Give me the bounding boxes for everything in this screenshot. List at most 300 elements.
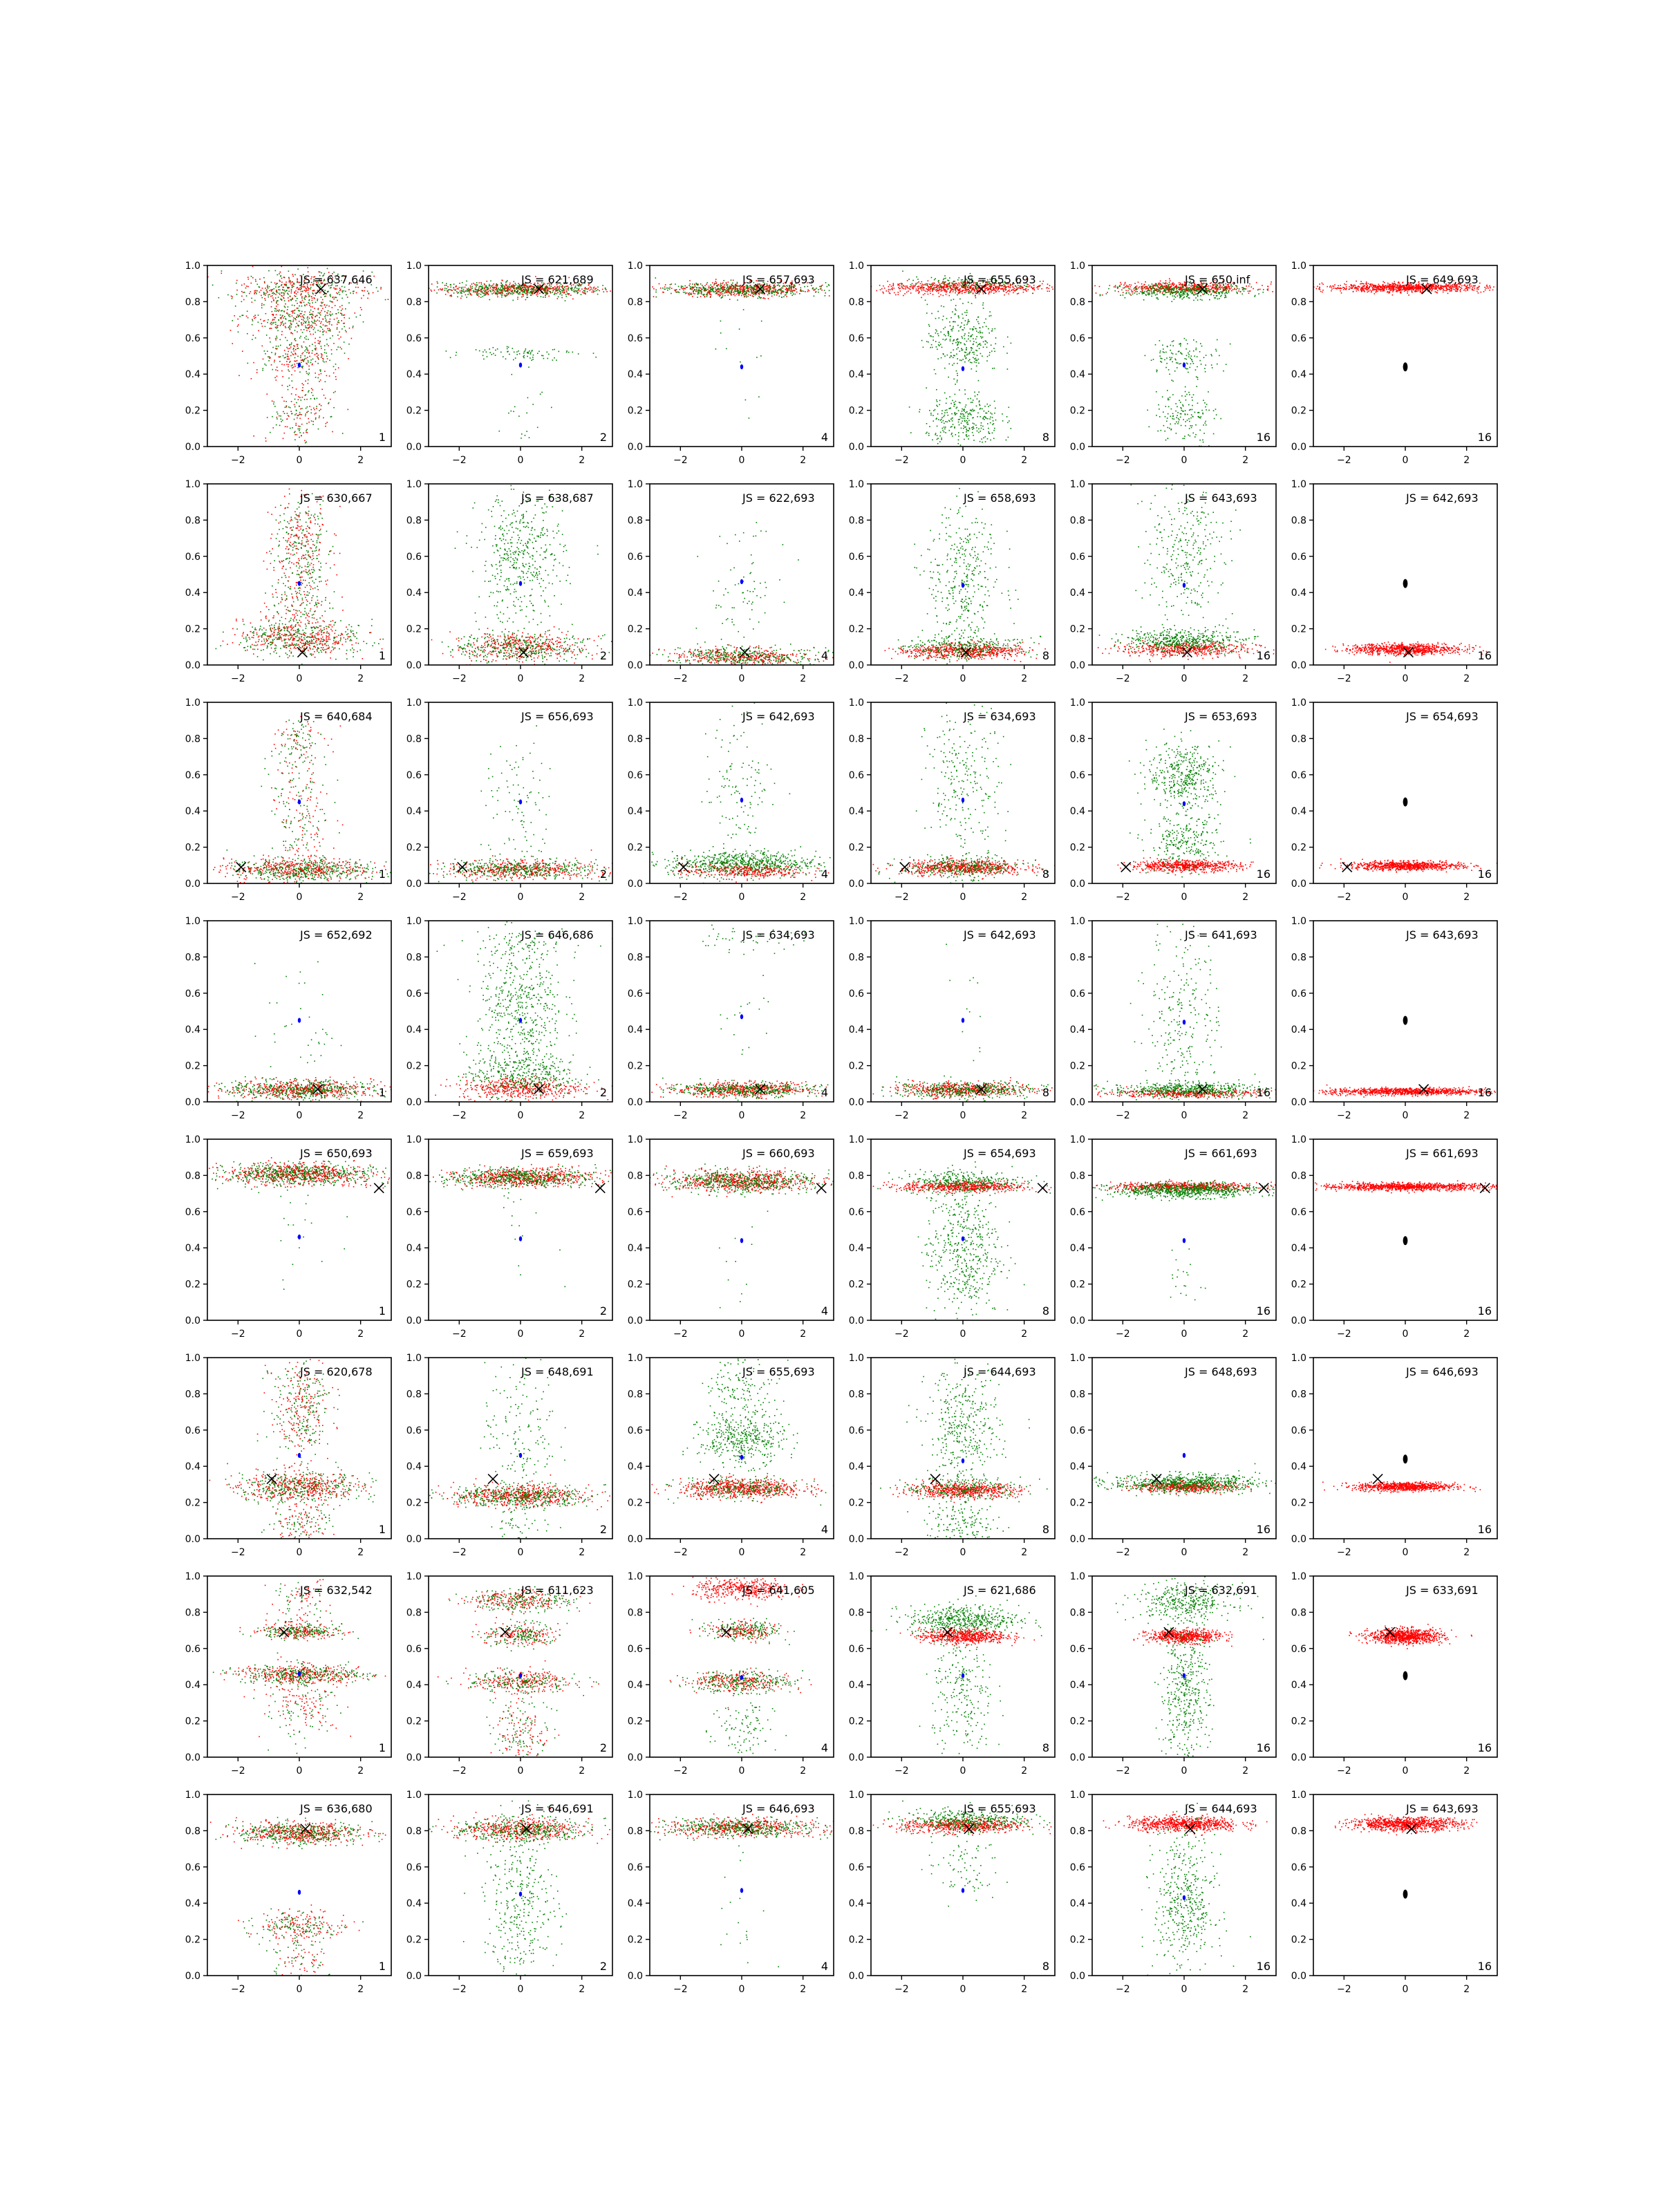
- data-point: [948, 377, 949, 378]
- data-point: [462, 290, 464, 292]
- data-point: [940, 286, 941, 288]
- data-point: [502, 293, 503, 294]
- data-point: [450, 295, 451, 297]
- data-point: [985, 319, 986, 320]
- data-point: [263, 277, 265, 279]
- data-point: [306, 288, 307, 290]
- data-point: [297, 344, 298, 346]
- data-point: [594, 289, 596, 290]
- data-point: [492, 290, 494, 292]
- data-point: [459, 283, 460, 284]
- data-point: [590, 286, 591, 288]
- data-point: [256, 369, 258, 371]
- data-point: [992, 328, 993, 330]
- data-point: [301, 390, 303, 391]
- data-point: [1013, 289, 1014, 290]
- data-point: [907, 287, 908, 288]
- data-point: [901, 283, 903, 285]
- data-point: [328, 345, 329, 346]
- data-point: [310, 359, 312, 361]
- data-point: [302, 300, 303, 301]
- data-point: [252, 324, 253, 326]
- data-point: [543, 290, 545, 292]
- data-point: [488, 288, 489, 290]
- data-point: [274, 406, 276, 407]
- y-tick-label: 0.0: [406, 442, 422, 453]
- x-tick-label: 0: [739, 455, 745, 466]
- data-point: [279, 273, 280, 274]
- data-point: [301, 306, 303, 307]
- data-point: [700, 296, 702, 297]
- data-point: [981, 438, 982, 440]
- data-point: [728, 294, 729, 296]
- data-point: [964, 420, 966, 421]
- data-point: [306, 373, 308, 375]
- data-point: [323, 324, 324, 326]
- data-point: [927, 283, 928, 285]
- data-point: [591, 288, 592, 289]
- data-point: [736, 291, 738, 292]
- data-point: [984, 411, 985, 412]
- data-point: [765, 298, 766, 299]
- data-point: [722, 288, 724, 289]
- data-point: [967, 418, 968, 420]
- data-point: [760, 292, 761, 294]
- data-point: [958, 289, 959, 290]
- data-point: [584, 291, 585, 292]
- data-point: [266, 290, 268, 291]
- data-point: [306, 352, 308, 353]
- data-point: [306, 290, 308, 291]
- data-point: [755, 289, 756, 290]
- data-point: [721, 288, 722, 289]
- data-point: [544, 288, 545, 290]
- data-point: [520, 288, 521, 290]
- data-point: [744, 286, 746, 288]
- data-point: [511, 292, 512, 293]
- data-point: [577, 291, 578, 292]
- data-point: [236, 290, 238, 291]
- data-point: [696, 284, 697, 285]
- data-point: [292, 312, 294, 314]
- data-point: [675, 290, 677, 292]
- data-point: [791, 290, 793, 291]
- data-point: [304, 321, 306, 322]
- data-point: [319, 341, 321, 343]
- data-point: [285, 285, 287, 287]
- data-point: [297, 360, 298, 362]
- data-point: [917, 286, 919, 288]
- data-point: [1134, 287, 1136, 288]
- data-point: [929, 283, 930, 285]
- data-point: [273, 314, 274, 315]
- data-point: [966, 352, 967, 353]
- data-point: [517, 290, 518, 292]
- data-point: [930, 290, 931, 292]
- data-point: [565, 288, 567, 290]
- data-point: [324, 316, 326, 317]
- data-point: [284, 433, 285, 434]
- data-point: [231, 296, 232, 297]
- data-point: [971, 336, 973, 337]
- data-point: [344, 323, 345, 324]
- data-point: [941, 290, 942, 292]
- data-point: [283, 438, 284, 440]
- data-point: [270, 324, 272, 325]
- data-point: [737, 282, 738, 283]
- y-tick-label: 1.0: [628, 261, 643, 272]
- data-point: [828, 284, 830, 285]
- data-point: [964, 355, 966, 356]
- data-point: [1011, 428, 1012, 429]
- data-point: [701, 292, 702, 293]
- data-point: [982, 418, 984, 420]
- data-point: [953, 363, 955, 364]
- data-point: [942, 430, 944, 431]
- data-point: [495, 293, 496, 294]
- data-point: [995, 287, 996, 288]
- data-point: [238, 324, 239, 326]
- data-point: [1180, 283, 1181, 284]
- data-point: [973, 354, 975, 355]
- data-point: [259, 279, 261, 280]
- data-point: [543, 288, 544, 290]
- data-point: [299, 315, 300, 316]
- data-point: [292, 282, 293, 283]
- data-point: [950, 290, 952, 291]
- data-point: [284, 316, 285, 317]
- data-point: [376, 287, 377, 288]
- data-point: [588, 289, 589, 290]
- data-point: [247, 276, 249, 278]
- data-point: [336, 292, 337, 294]
- data-point: [531, 359, 532, 361]
- data-point: [253, 362, 254, 364]
- data-point: [696, 289, 697, 290]
- data-point: [298, 415, 299, 416]
- data-point: [442, 282, 443, 283]
- data-point: [550, 288, 551, 289]
- data-point: [290, 326, 292, 328]
- data-point: [456, 355, 457, 356]
- data-point: [990, 289, 991, 290]
- data-point: [950, 403, 952, 404]
- data-point: [330, 294, 331, 296]
- data-point: [952, 343, 953, 344]
- data-point: [308, 292, 309, 294]
- data-point: [1132, 291, 1133, 292]
- data-point: [309, 312, 310, 313]
- data-point: [485, 292, 487, 294]
- data-point: [610, 290, 611, 292]
- data-point: [477, 290, 478, 292]
- data-point: [245, 288, 247, 289]
- data-point: [947, 280, 948, 281]
- data-point: [264, 281, 265, 283]
- data-point: [701, 293, 702, 294]
- data-point: [910, 432, 912, 433]
- data-point: [1047, 287, 1048, 288]
- data-point: [956, 413, 957, 415]
- data-point: [561, 297, 563, 299]
- data-point: [227, 294, 229, 296]
- data-point: [974, 410, 975, 411]
- data-point: [276, 424, 277, 426]
- data-point: [470, 293, 471, 294]
- data-point: [689, 280, 691, 281]
- data-point: [595, 288, 597, 289]
- data-point: [552, 359, 554, 361]
- data-point: [308, 321, 310, 323]
- data-point: [517, 292, 518, 293]
- data-point: [309, 346, 310, 347]
- data-point: [921, 285, 922, 287]
- data-point: [915, 290, 917, 292]
- data-point: [272, 416, 273, 418]
- data-point: [325, 426, 326, 427]
- data-point: [496, 288, 498, 290]
- data-point: [236, 280, 238, 281]
- data-point: [322, 319, 324, 320]
- data-point: [470, 287, 471, 288]
- data-point: [785, 294, 787, 296]
- data-point: [778, 289, 780, 290]
- data-point: [545, 289, 546, 290]
- data-point: [729, 285, 731, 287]
- data-point: [694, 283, 695, 285]
- data-point: [298, 399, 299, 400]
- data-point: [966, 355, 968, 356]
- data-point: [297, 356, 299, 357]
- data-point: [276, 301, 277, 303]
- data-point: [489, 299, 491, 301]
- data-point: [994, 351, 995, 353]
- data-point: [941, 413, 943, 415]
- data-point: [267, 285, 268, 286]
- data-point: [729, 288, 730, 289]
- data-point: [311, 409, 312, 411]
- data-point: [983, 303, 984, 304]
- data-point: [960, 342, 962, 344]
- data-point: [965, 287, 966, 288]
- data-point: [497, 285, 498, 286]
- data-point: [972, 335, 973, 336]
- data-point: [518, 289, 520, 290]
- data-point: [251, 276, 252, 277]
- data-point: [329, 375, 330, 377]
- data-point: [212, 285, 214, 286]
- data-point: [774, 294, 776, 296]
- data-point: [891, 288, 892, 290]
- data-point: [306, 290, 307, 292]
- js-annotation: JS = 637,646: [299, 273, 373, 286]
- data-point: [787, 290, 789, 291]
- data-point: [294, 330, 296, 331]
- data-point: [309, 295, 310, 297]
- data-point: [301, 408, 303, 409]
- data-point: [294, 364, 295, 365]
- data-point: [255, 290, 256, 292]
- data-point: [251, 298, 252, 299]
- data-point: [747, 296, 749, 297]
- data-point: [489, 348, 490, 350]
- data-point: [983, 438, 984, 439]
- data-point: [718, 291, 719, 292]
- data-point: [941, 306, 942, 307]
- data-point: [792, 292, 794, 293]
- data-point: [307, 349, 308, 350]
- data-point: [1018, 288, 1020, 289]
- data-point: [706, 296, 708, 297]
- data-point: [594, 291, 596, 292]
- data-point: [511, 411, 512, 412]
- data-point: [342, 433, 344, 434]
- data-point: [311, 296, 312, 297]
- data-point: [936, 330, 937, 332]
- data-point: [329, 314, 330, 315]
- data-point: [735, 288, 736, 290]
- data-point: [471, 290, 472, 292]
- data-point: [281, 322, 282, 324]
- data-point: [653, 288, 655, 290]
- data-point: [980, 405, 981, 406]
- data-point: [306, 399, 308, 400]
- data-point: [718, 294, 719, 295]
- data-point: [1016, 287, 1018, 288]
- data-point: [467, 289, 469, 290]
- data-point: [945, 335, 946, 337]
- data-point: [987, 418, 988, 420]
- data-point: [324, 352, 326, 353]
- n-annotation: 2: [600, 431, 607, 444]
- data-point: [287, 340, 288, 341]
- data-point: [312, 311, 314, 312]
- data-point: [291, 311, 292, 312]
- data-point: [297, 288, 298, 289]
- data-point: [977, 317, 979, 318]
- data-point: [982, 305, 984, 306]
- data-point: [987, 438, 988, 440]
- data-point: [939, 284, 941, 285]
- data-point: [299, 418, 301, 420]
- data-point: [296, 317, 297, 318]
- data-point: [972, 409, 973, 410]
- data-point: [319, 344, 320, 345]
- data-point: [950, 336, 952, 337]
- data-point: [1129, 284, 1130, 285]
- data-point: [299, 310, 301, 312]
- y-tick-label: 0.0: [185, 442, 200, 453]
- data-point: [571, 288, 572, 289]
- data-point: [297, 363, 298, 364]
- data-point: [900, 290, 901, 292]
- data-point: [926, 312, 928, 314]
- data-point: [323, 359, 324, 360]
- data-point: [975, 424, 977, 426]
- data-point: [340, 337, 341, 338]
- data-point: [277, 327, 279, 328]
- data-point: [1049, 288, 1050, 290]
- data-point: [431, 283, 433, 285]
- data-point: [945, 410, 946, 411]
- data-point: [945, 289, 946, 290]
- data-point: [959, 290, 961, 291]
- data-point: [753, 290, 755, 292]
- data-point: [970, 341, 971, 342]
- data-point: [326, 296, 327, 297]
- y-tick-label: 0.4: [849, 369, 864, 380]
- data-point: [484, 288, 485, 290]
- data-point: [471, 288, 472, 290]
- data-point: [933, 287, 935, 288]
- data-point: [941, 410, 943, 411]
- data-point: [700, 283, 702, 285]
- data-point: [704, 289, 705, 290]
- data-point: [276, 283, 278, 284]
- data-point: [974, 291, 975, 292]
- data-point: [975, 362, 977, 364]
- data-point: [948, 283, 950, 285]
- data-point: [277, 330, 279, 332]
- data-point: [264, 298, 265, 299]
- data-point: [470, 294, 471, 295]
- data-point: [480, 282, 482, 283]
- data-point: [353, 327, 354, 328]
- data-point: [804, 286, 805, 288]
- data-point: [957, 325, 959, 326]
- data-point: [1026, 290, 1027, 292]
- data-point: [299, 321, 300, 322]
- data-point: [332, 297, 333, 299]
- data-point: [827, 286, 828, 288]
- data-point: [749, 287, 751, 288]
- data-point: [1004, 288, 1005, 290]
- data-point: [971, 362, 973, 364]
- data-point: [932, 440, 933, 441]
- data-point: [521, 433, 523, 435]
- data-point: [323, 360, 324, 362]
- data-point: [333, 288, 335, 289]
- data-point: [937, 443, 939, 444]
- data-point: [546, 288, 547, 289]
- data-point: [943, 316, 944, 317]
- data-point: [283, 294, 285, 296]
- data-point: [285, 407, 286, 409]
- data-point: [526, 290, 527, 291]
- data-point: [993, 287, 994, 288]
- data-point: [964, 415, 966, 417]
- data-point: [799, 293, 800, 294]
- data-point: [796, 292, 798, 293]
- data-point: [571, 289, 572, 290]
- data-point: [983, 429, 984, 430]
- data-point: [462, 287, 464, 288]
- data-point: [329, 360, 330, 362]
- data-point: [249, 293, 250, 294]
- data-point: [307, 357, 308, 358]
- data-point: [944, 427, 945, 428]
- data-point: [923, 284, 924, 285]
- data-point: [753, 292, 754, 294]
- data-point: [939, 317, 940, 319]
- data-point: [318, 312, 319, 314]
- data-point: [305, 326, 306, 327]
- data-point: [883, 292, 884, 294]
- data-point: [499, 431, 500, 432]
- data-point: [917, 279, 919, 280]
- data-point: [944, 355, 946, 357]
- data-point: [318, 309, 319, 310]
